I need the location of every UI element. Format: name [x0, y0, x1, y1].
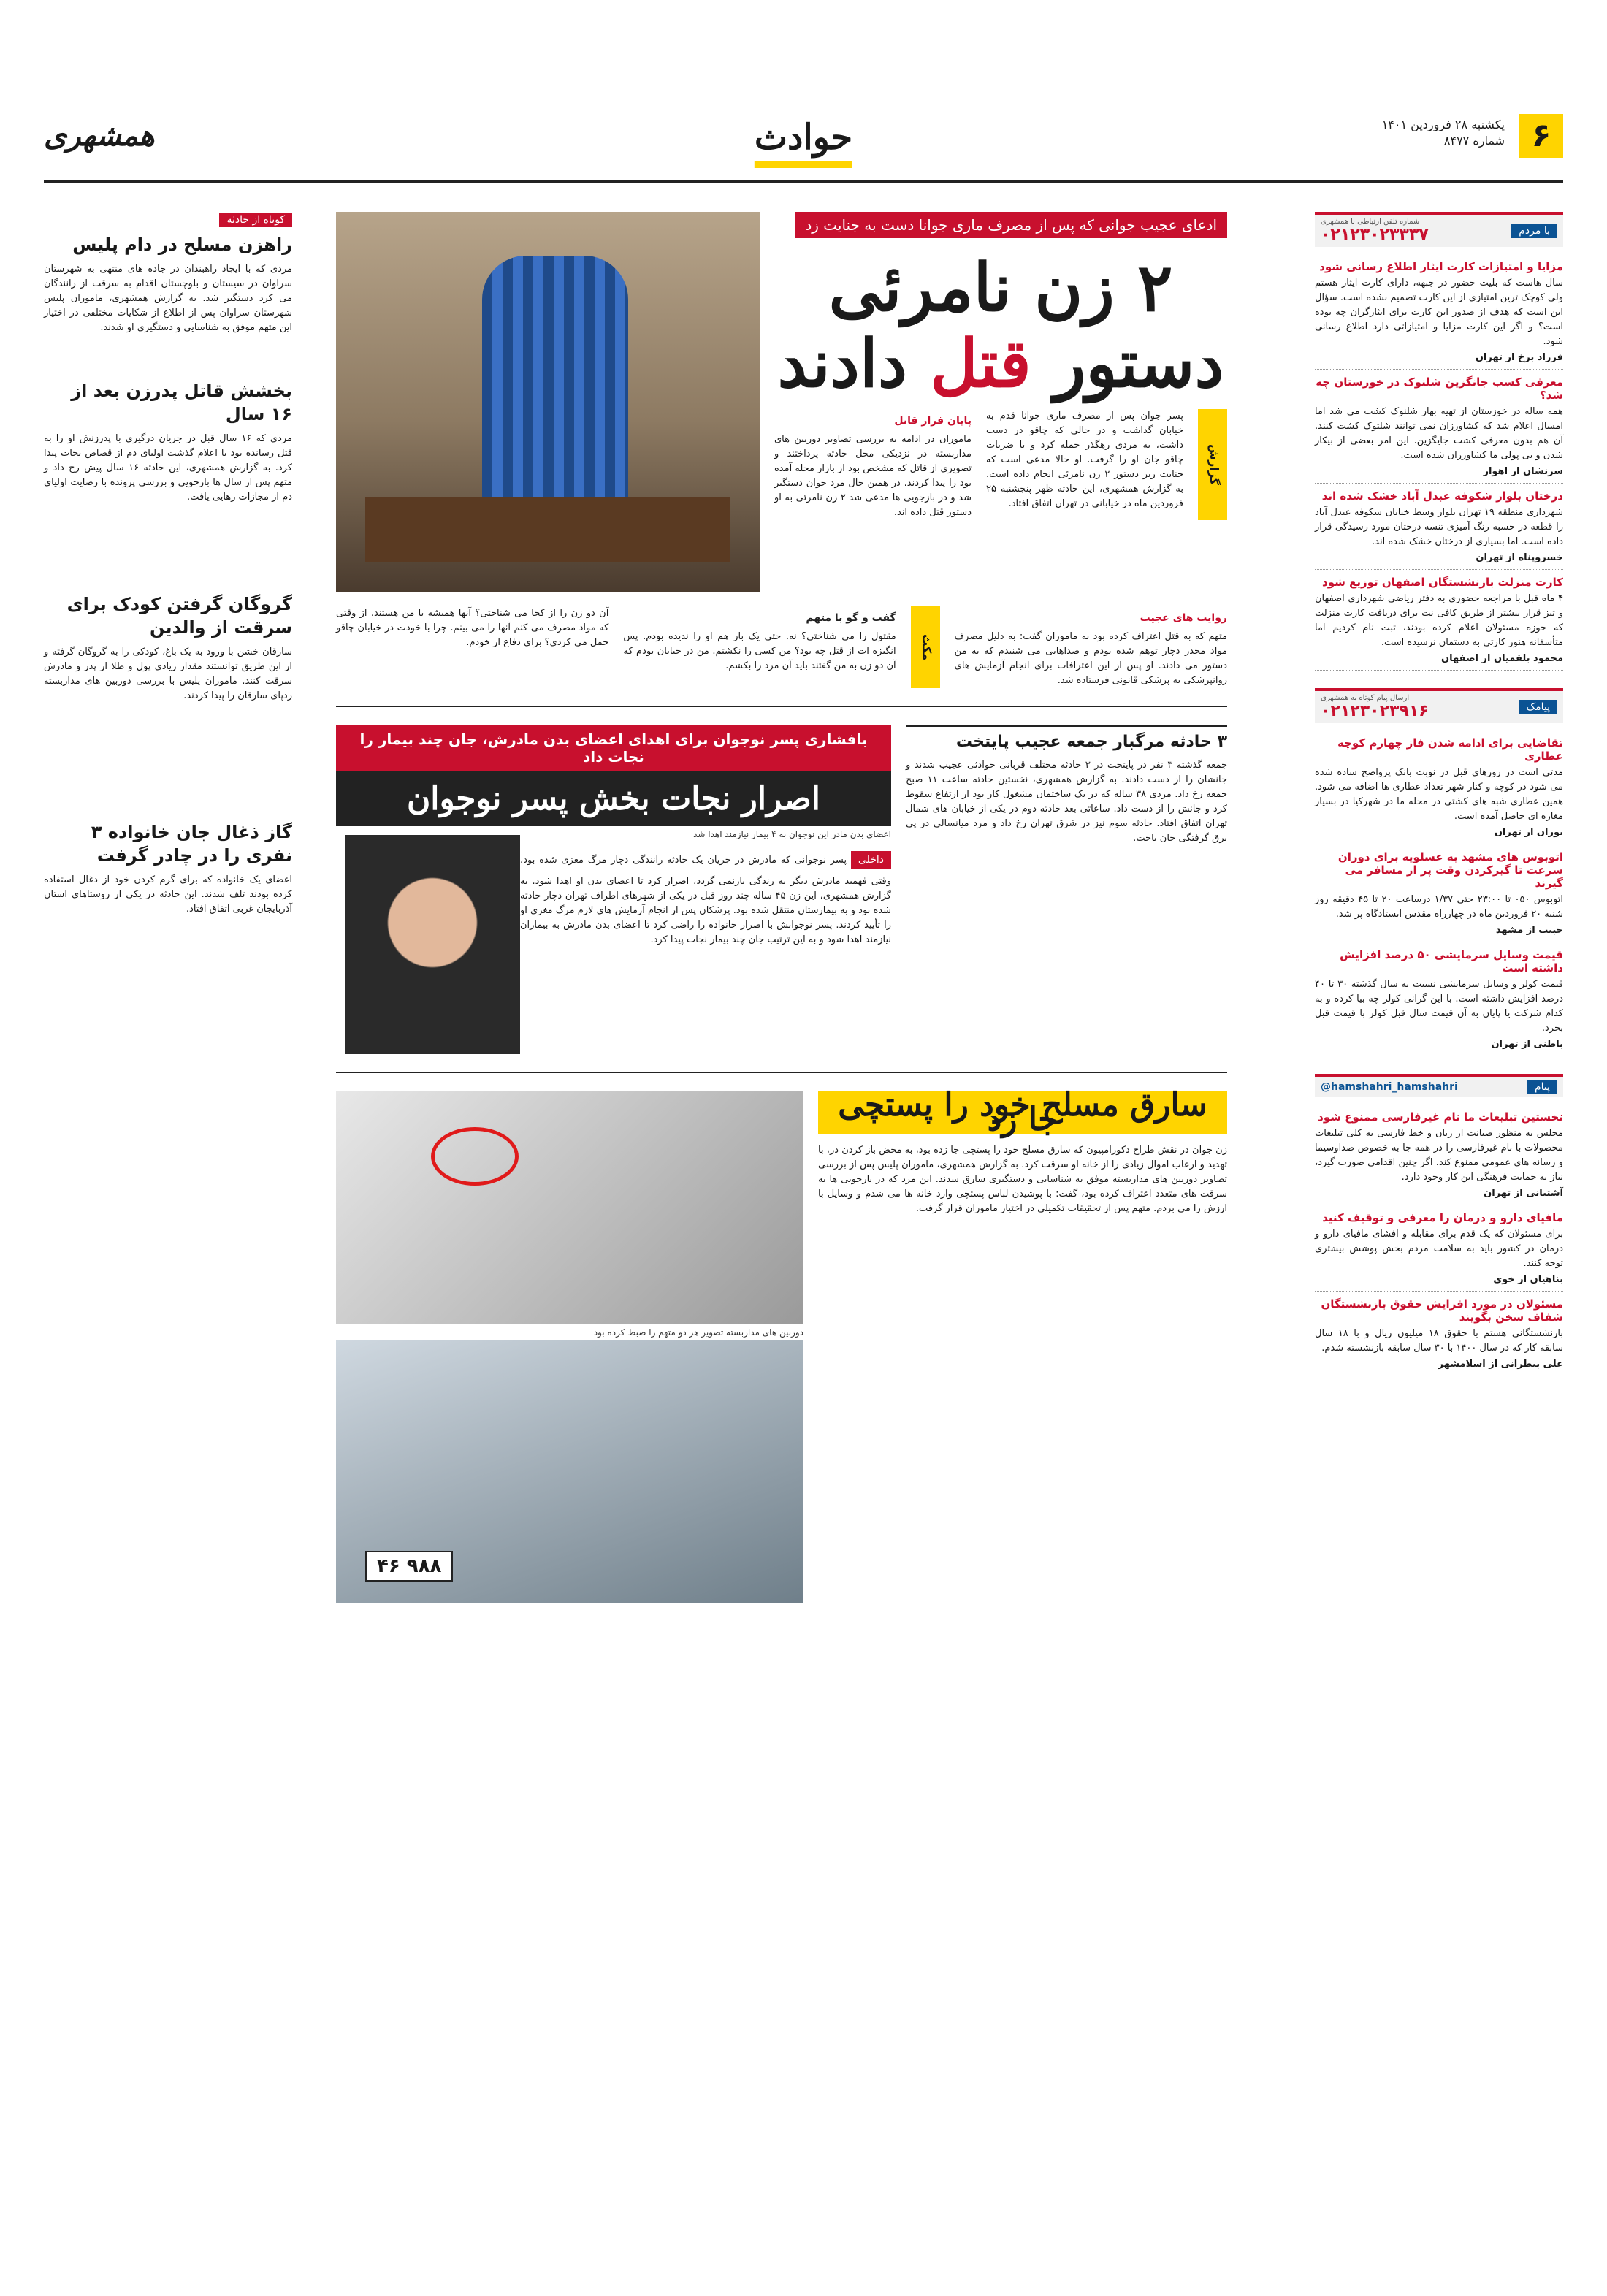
- letter-text: قیمت کولر و وسایل سرمایشی نسبت به سال گذشته ۳۰ تا ۴۰ درصد افزایش داشته است. با این گرانی کولر چه بیا کرده و به کدام شرکت یا پایان به آن قیمت سال قبل کولر با قیمت قبل بخرد.: [1315, 979, 1564, 1034]
- letter-text: همه ساله در خوزستان از تهیه بهار شلنوک کشت می شد اما امسال اعلام شد که کشاورزان نمی توانند شلتوک کشت کنند. آن هم بدون معرفی کشت جایگزین. این امر بعضی از بیکار شدن و بی پولی ما کشاورزان شده است.: [1315, 406, 1563, 461]
- lead-column-3-text: متهم که به قتل اعتراف کرده بود به ماموران گفت: به دلیل مصرف مواد مخدر دچار توهم شده بودم و صداهایی می شنیدم که به من دستور می دادند. او پس از این اعترافات برای انجام آزمایش های روانپزشکی به پزشکی قانونی فرستاده شد.: [954, 631, 1227, 686]
- robbery-images: [336, 1091, 804, 1603]
- telegram-box-header: [1315, 1074, 1563, 1097]
- messenger-box-phone[interactable]: [1321, 694, 1429, 720]
- lead-story: [336, 212, 1227, 592]
- lead-column-3: [955, 606, 1227, 688]
- letter-item: [1315, 570, 1563, 671]
- short-news-item: [44, 233, 292, 335]
- telegram-box-tag: پیام: [1527, 1080, 1557, 1094]
- organ-text-body: پسر نوجوانی که مادرش در جریان یک حادثه رانندگی دچار مرگ مغزی شده بود، وقتی فهمید مادرش دیگر به زندگی بازنمی گردد، اصرار کرد تا اعضای بدن او اهدا شود. به گزارش همشهری، این زن ۴۵ ساله چند روز قبل در یکی از شهرهای اطراف تهران دچار حادثه شده بود و به بیمارستان منتقل شده بود. پزشکان پس از انجام آزمایش های لازم مرگ مغزی او را تأیید کردند. پسر نوجوانش با اصرار خانواده را راضی کرد تا اعضای بدن مادرش به بیماران نیازمند اهدا شود و به این ترتیب جان چند بیمار نجات پیدا کرد.: [520, 855, 891, 945]
- lead-body-bottom: [336, 606, 1227, 688]
- issue-date: یکشنبه ۲۸ فروردین ۱۴۰۱: [1381, 118, 1505, 131]
- letter-item: [1315, 484, 1563, 570]
- letter-title: معرفی کسب جانگزین شلنوک در خوزستان چه شد؟: [1316, 375, 1563, 402]
- letter-author: سرنشان از اهواز: [1483, 466, 1563, 477]
- lead-subhead-1: پایان فرار قاتل: [894, 415, 972, 427]
- divider: [336, 706, 1227, 707]
- section-title: حوادث: [755, 117, 852, 168]
- people-box-phone-number: ۰۲۱۲۳۰۲۳۳۳۷: [1321, 226, 1429, 244]
- short-news-text: مردی که ۱۶ سال قبل در جریان درگیری با پدرزنش او را به قتل رسانده بود با اعلام گذشت اولیای دم از قصاص نجات پیدا کرد. به گزارش همشهری، این حادثه ۱۶ سال پیش رخ داد و متهم پس از سال ها بازجویی و بررسی پرونده با رضایت اولیای دم از مجازات رهایی یافت.: [44, 433, 292, 503]
- letter-text: ۴ ماه قبل با مراجعه حضوری به دفتر ریاضی شهرداری اصفهان و تیز قرار بیشتر از طریق کافی نت برای دریافت کارت منزلت که حوزه مسئولان اعلام کرده بودند، ثبت نام کردیم اما متأسفانه هنوز کارتی به دستمان نرسیده است.: [1315, 593, 1563, 648]
- short-news-title[interactable]: بخشش قاتل پدرزن بعد از ۱۶ سال: [71, 381, 292, 424]
- three-incidents-text: جمعه گذشته ۳ نفر در پایتخت در ۳ حادثه مختلف قربانی حوادثی عجیب شدند و جانشان را از دست دادند. به گزارش همشهری، نخستین حادثه ساعت ۱۱ صبح جمعه رخ داد. مردی ۳۸ ساله که در یک ساختمان مشغول کار بود از ارتفاع سقوط کرد و جانش را از دست داد. ساعاتی بعد حادثه دوم در یکی از خیابان های شمال تهران اتفاق افتاد. حادثه سوم نیز در شرق تهران رخ داد و مرد میانسالی در پی برق گرفتگی جان باخت.: [906, 760, 1228, 844]
- lead-column-2-text: ماموران در ادامه به بررسی تصاویر دوربین های مداربسته در نزدیکی محل حادثه پرداختند و تصویری از قاتل که مشخص بود از بازار محله آمده بود را پیدا کردند. در همین حال مرد جوان دستگیر شد و در بازجویی ها مدعی شد ۲ زن نامرئی به او دستور قتل داده اند.: [774, 434, 972, 518]
- short-news-item: [44, 379, 292, 505]
- lead-title-word-a: دستور: [1053, 325, 1224, 403]
- organ-label: داخلی: [851, 851, 891, 869]
- lead-title-line2: [774, 326, 1227, 402]
- letter-author: خسروپناه از تهران: [1476, 552, 1563, 563]
- short-news-title[interactable]: گاز ذغال جان خانواده ۳ نفری را در چادر گرفت: [91, 822, 292, 866]
- letter-item: [1315, 731, 1563, 844]
- organ-kicker: بافشاری پسر نوجوان برای اهدای اعضای بدن مادرش، جان چند بیمار را نجات داد: [336, 725, 891, 771]
- divider: [336, 1072, 1227, 1073]
- cctv-image: [336, 1091, 804, 1324]
- lead-column-4-text: مقتول را می شناختی؟ نه. حتی یک بار هم او را ندیده بودم. پس انگیزه ات از قتل چه بود؟ من کسی را نکشتم. من در خیابان بودم که آن دو زن به من گفتند باید آن مرد را بکشم.: [623, 631, 896, 671]
- middle-stories: [336, 725, 1227, 1054]
- short-news-title[interactable]: راهزن مسلح در دام پلیس: [72, 234, 292, 255]
- letter-title: درختان بلوار شکوفه عبدل آباد خشک شده اند: [1321, 489, 1563, 503]
- left-column: [44, 212, 292, 930]
- letter-title: کارت منزلت بازنشستگان اصفهان توزیع شود: [1322, 576, 1563, 589]
- issue-number: شماره ۸۴۷۷: [1443, 134, 1505, 148]
- telegram-handle[interactable]: @hamshahri_hamshahri: [1321, 1081, 1458, 1093]
- newspaper-logo[interactable]: همشهری: [44, 118, 155, 153]
- letter-item: [1315, 1292, 1563, 1376]
- letter-title: اتوبوس های مشهد به عسلویه برای دوران سرعت تا گیرکردن وقت پر از مسافر می گیرند: [1337, 850, 1563, 890]
- suspect-figure: [482, 256, 628, 533]
- short-news-item: [44, 820, 292, 917]
- letter-text: برای مسئولان که یک قدم برای مقابله و افشای مافیای دارو و درمان در کشور باید به سلامت مردم بخش پوشش بیشتری توجه کنند.: [1315, 1229, 1563, 1269]
- issue-info: [1382, 117, 1505, 149]
- letter-title: مسئولان در مورد افزایش حقوق بازنشستگان شفاف سخن بگویند: [1321, 1297, 1563, 1324]
- right-column: [1315, 212, 1563, 1376]
- mother-portrait: [345, 835, 520, 1054]
- letter-title: تقاضایی برای ادامه شدن فاز چهارم کوچه عطاری: [1337, 736, 1563, 763]
- letter-author: حبیب از مشهد: [1495, 925, 1563, 936]
- letter-text: شهرداری منطقه ۱۹ تهران بلوار وسط خیابان شکوفه عبدل آباد را قطعه در حسبه رنگ آمیزی تنسه درختان مورد رسیدگی قرار داده است. اما بسیاری از درختان خشک شده اند.: [1315, 507, 1563, 547]
- letter-item: [1315, 942, 1563, 1056]
- robbery-title[interactable]: سارق مسلح خود را پستچی جا زد: [818, 1091, 1227, 1134]
- people-box-tag: با مردم: [1511, 224, 1557, 238]
- people-box-phone-note: شماره تلفن ارتباطی با همشهری: [1321, 218, 1420, 226]
- cctv-caption: دوربین های مداربسته تصویر هر دو متهم را ضبط کرده بود: [593, 1327, 804, 1338]
- letter-text: بازنشستگانی هستم با حقوق ۱۸ میلیون ریال و با ۱۸ سال سابقه کار که در سال ۱۴۰۰ با ۳۰ سال سابقه بازنشسته شدم.: [1315, 1328, 1564, 1354]
- short-news-text: اعضای یک خانواده که برای گرم کردن خود از ذغال استفاده کرده بودند تلف شدند. این حادثه در یکی از روستاهای استان آذربایجان غربی اتفاق افتاد.: [44, 874, 292, 915]
- letter-item: [1315, 1205, 1563, 1292]
- letter-author: یوران از تهران: [1494, 827, 1563, 838]
- lead-column-4: [623, 606, 896, 688]
- letter-text: مجلس به منظور صیانت از زبان و خط فارسی به کلی تبلیغات محصولات با نام غیرفارسی را در همه جا به خصوص صداوسیما و رسانه های عمومی ممنوع کند. اگر چنین اقدامی صورت گیرد، نیاز به حمایت فرهنگی این کار وجود دارد.: [1315, 1128, 1563, 1183]
- lead-column-5: آن دو زن را از کجا می شناختی؟ آنها همیشه با من هستند. از وقتی که مواد مصرف می کنم آنها را می بینم. چرا با خودت در خیابان چاقو حمل می کردی؟ برای دفاع از خودم.: [336, 608, 609, 648]
- letter-author: محمود بلقمیان از اصفهان: [1441, 653, 1563, 664]
- letter-item: [1315, 370, 1563, 484]
- letter-author: آشتیانی از تهران: [1484, 1188, 1563, 1199]
- letter-text: اتوبوس ۰۵۰ تا ۲۳:۰۰ حتی ۱/۳۷ درساعت ۲۰ تا ۴۵ دقیقه روز شنبه ۲۰ فروردین ماه در چهارراه مقدس ایستادگاه پر شد.: [1315, 894, 1564, 920]
- lead-column-2: [774, 409, 972, 520]
- page-number: ۶: [1519, 114, 1563, 158]
- short-news-text: مردی که با ایجاد راهبندان در جاده های منتهی به شهرستان سراوان در سیستان و بلوچستان اقدام به سرقت از رانندگان می کرد دستگیر شد. به گزارش همشهری، ماموران پلیس شهرستان سراوان پس از اطلاع از شکایات مختلفی در اختیار این متهم موفق به شناسایی و دستگیری او شدند.: [44, 264, 292, 333]
- organ-donation-story: [336, 725, 891, 1054]
- lead-kicker: ادعای عجیب جوانی که پس از مصرف ماری جوانا دست به جنایت زد: [795, 212, 1227, 238]
- three-incidents-story: [906, 725, 1227, 1054]
- lead-photo: [336, 212, 760, 592]
- letter-author: باطنی از تهران: [1491, 1039, 1563, 1050]
- report-label: گزارش: [1198, 409, 1227, 520]
- letter-title: مزایا و امتیازات کارت ایثار اطلاع رسانی شود: [1319, 260, 1563, 273]
- interview-title: گفت و گو با متهم: [806, 612, 896, 624]
- messenger-box-tag: پیامک: [1519, 700, 1557, 714]
- left-column-tag: کوتاه از حادثه: [219, 213, 292, 227]
- three-incidents-title[interactable]: ۳ حادثه مرگبار جمعه عجیب پایتخت: [906, 725, 1227, 751]
- letter-author: علی بیطرانی از اسلامشهر: [1438, 1359, 1563, 1370]
- portrait-caption: اعضای بدن مادر این نوجوان به ۴ بیمار نیازمند اهدا شد: [693, 829, 891, 839]
- messenger-box-header: [1315, 688, 1563, 723]
- main-area: [336, 212, 1227, 1603]
- lead-title-red-word: قتل: [930, 325, 1031, 403]
- lead-title-line1: ۲ زن نامرئی: [828, 249, 1173, 327]
- short-news-text: سارقان خشن با ورود به یک باغ، کودکی را به گروگان گرفته و از این طریق توانستند مقدار زیادی پول و طلا از پدر و مادرش سرقت کنند. ماموران پلیس با بررسی دوربین های مداربسته ردپای سارقان را پیدا کردند.: [44, 647, 292, 701]
- messenger-box-phone-number: ۰۲۱۲۳۰۲۳۹۱۶: [1321, 702, 1429, 720]
- messenger-box-phone-note: ارسال پیام کوتاه به همشهری: [1321, 694, 1410, 702]
- organ-title[interactable]: اصرار نجات بخش پسر نوجوان: [336, 771, 891, 826]
- robbery-text: زن جوان در نقش طراح دکورامپیون که سارق مسلح خود را پستچی جا زده بود، به محض باز کردن در، با تهدید و ارعاب اموال زیادی را از خانه او سرقت کرد. به گزارش همشهری، ماموران پلیس پس از بررسی تصاویر دوربین های مداربسته موفق به شناسایی و دستگیری سارق شدند. این مرد که در بازجویی ها به سرقت های متعدد اعتراف کرده بود، گفت: با پوشیدن لباس پستچی وارد خانه ها می شدم و وسایل با ارزش را می بردم. متهم پس از تحقیقات تکمیلی در اختیار ماموران قرار گرفت.: [818, 1145, 1227, 1214]
- interview-label: مکث: [911, 606, 940, 688]
- letter-title: مافیای دارو و درمان را معرفی و توقیف کنید: [1322, 1211, 1563, 1224]
- robbery-text-column: [818, 1086, 1227, 1603]
- letter-text: مدتی است در روزهای قبل در نوبت بانک پرواضح ساده شده می شود در کوچه و کنار شهر تعداد عطاری ها اضافه می شود. همین عطاری شبه های کشتی در محله ما در شهرکیا در بسیار مغازه ای حاصل آمده است.: [1315, 767, 1563, 822]
- people-box-phone[interactable]: [1321, 218, 1429, 244]
- letter-title: قیمت وسایل سرمایشی ۵۰ درصد افزایش داشته است: [1340, 948, 1563, 975]
- lead-body-top: [774, 409, 1227, 520]
- letter-title: نخستین تبلیغات ما نام غیرفارسی ممنوع شود: [1318, 1110, 1563, 1124]
- people-box-header: [1315, 212, 1563, 247]
- lead-subhead-2: روایت های عجیب: [1140, 612, 1227, 624]
- masthead: [44, 110, 1563, 183]
- letter-author: بناهیان از خوی: [1493, 1274, 1563, 1285]
- table-shape: [365, 497, 730, 562]
- license-plate: ۴۶ ۹۸۸: [365, 1551, 453, 1582]
- short-news-item: [44, 592, 292, 703]
- evidence-photo: [336, 1340, 804, 1603]
- highlight-circle: [431, 1127, 519, 1186]
- letter-author: فرزاد برخ از تهران: [1475, 352, 1563, 363]
- lead-title-word-b: دادند: [777, 325, 907, 403]
- lead-title[interactable]: [774, 250, 1227, 402]
- lead-story-header: [774, 212, 1227, 592]
- short-news-title[interactable]: گروگان گرفتن کودک برای سرقت از والدین: [66, 594, 292, 638]
- letter-text: سال هاست که بلیت حضور در جبهه، دارای کارت ایثار هستم ولی کوچک ترین امتیازی از این کارت تصمیم نشده است. سؤال این است که هدف از صدور این کارت برای ایثارگران چه بوده است؟ و اگر این کارت مزایا و امتیازاتی دارد اطلاع رسانی شود.: [1315, 278, 1563, 347]
- letter-item: [1315, 844, 1563, 942]
- letter-item: [1315, 254, 1563, 370]
- robbery-story: [336, 1086, 1227, 1603]
- letter-item: [1315, 1105, 1563, 1205]
- lead-column-1: پسر جوان پس از مصرف ماری جوانا قدم به خیابان گذاشت و در حالی که چاقو در دست داشت، به مردی رهگذر حمله کرد و با ضربات چاقو جان او را گرفت. او حالا مدعی است که جنایت زیر دستور ۲ زن نامرئی انجام داده است. به گزارش همشهری، این حادثه ظهر پنجشنبه ۲۵ فروردین ماه در خیابانی در تهران اتفاق افتاد.: [986, 411, 1183, 509]
